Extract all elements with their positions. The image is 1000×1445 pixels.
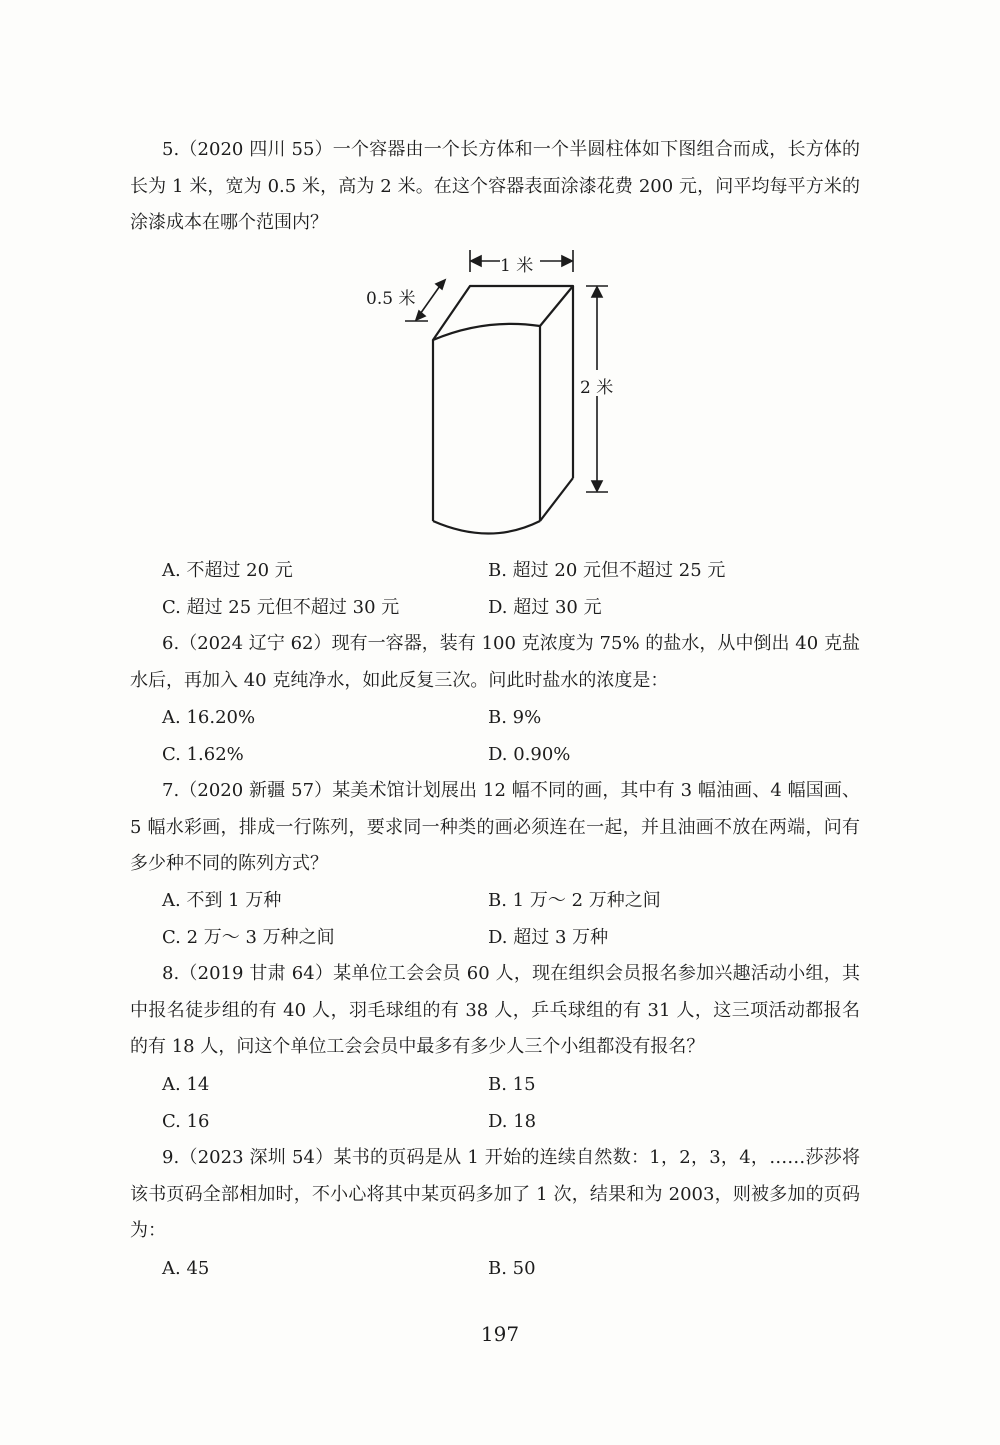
- width-arrow-top: [436, 280, 445, 289]
- question-8: [130, 956, 860, 1066]
- option-d: D. 超过 3 万种: [488, 927, 609, 948]
- option-b: B. 15: [488, 1074, 536, 1095]
- option-a: A. 16.20%: [162, 707, 256, 728]
- option-c: C. 1.62%: [162, 744, 244, 765]
- bottom-arc: [433, 521, 540, 534]
- length-arrow-right: [562, 256, 572, 266]
- height-label: 2 米: [580, 378, 614, 398]
- page-number: 197: [480, 1322, 520, 1346]
- top-face: [433, 286, 573, 340]
- width-label: 0.5 米: [366, 289, 416, 309]
- bottom-right-edge: [540, 478, 573, 521]
- option-a: A. 不到 1 万种: [162, 890, 282, 911]
- question-5-text: 5.（2020 四川 55）一个容器由一个长方体和一个半圆柱体如下图组合而成，长方体的长为 1 米，宽为 0.5 米，高为 2 米。在这个容器表面涂漆花费 200 元，问平均每平方米的涂漆成本在哪个范围内？: [130, 139, 860, 233]
- option-d: D. 0.90%: [488, 744, 571, 765]
- question-9-options: [162, 1250, 862, 1287]
- question-6: [130, 626, 860, 699]
- option-d: D. 超过 30 元: [488, 597, 602, 618]
- question-5: [130, 132, 860, 242]
- question-5-options: [162, 552, 862, 626]
- option-c: C. 2 万～ 3 万种之间: [162, 927, 335, 948]
- length-arrow-left: [471, 256, 481, 266]
- option-a: A. 45: [162, 1258, 210, 1279]
- question-9: [130, 1140, 860, 1250]
- option-a: A. 14: [162, 1074, 210, 1095]
- height-arrow-top: [592, 287, 602, 297]
- question-6-options: [162, 699, 862, 773]
- option-b: B. 超过 20 元但不超过 25 元: [488, 560, 726, 581]
- option-b: B. 1 万～ 2 万种之间: [488, 890, 661, 911]
- width-line: [418, 283, 442, 317]
- option-b: B. 50: [488, 1258, 536, 1279]
- question-7: [130, 773, 860, 883]
- length-label: 1 米: [500, 256, 534, 276]
- option-c: C. 16: [162, 1111, 210, 1132]
- height-arrow-bottom: [592, 481, 602, 491]
- option-b: B. 9%: [488, 707, 542, 728]
- question-6-text: 6.（2024 辽宁 62）现有一容器，装有 100 克浓度为 75% 的盐水，从中倒出 40 克盐水后，再加入 40 克纯净水，如此反复三次。问此时盐水的浓度是：: [130, 633, 860, 691]
- question-8-text: 8.（2019 甘肃 64）某单位工会会员 60 人，现在组织会员报名参加兴趣活动小组，其中报名徒步组的有 40 人，羽毛球组的有 38 人，乒乓球组的有 31 人，这三项活动都报名的有 18 人，问这个单位工会会员中最多有多少人三个小组都没有报名？: [130, 963, 860, 1057]
- width-arrow-bottom: [416, 311, 425, 320]
- option-c: C. 超过 25 元但不超过 30 元: [162, 597, 400, 618]
- option-d: D. 18: [488, 1111, 537, 1132]
- option-a: A. 不超过 20 元: [162, 560, 293, 581]
- question-7-text: 7.（2020 新疆 57）某美术馆计划展出 12 幅不同的画，其中有 3 幅油画、4 幅国画、5 幅水彩画，排成一行陈列，要求同一种类的画必须连在一起，并且油画不放在两端，问有多少种不同的陈列方式？: [130, 780, 860, 874]
- question-7-options: [162, 882, 862, 956]
- question-9-text: 9.（2023 深圳 54）某书的页码是从 1 开始的连续自然数：1，2，3，4，……莎莎将该书页码全部相加时，不小心将其中某页码多加了 1 次，结果和为 2003，则被多加的页码为：: [130, 1147, 861, 1241]
- container-figure: [350, 246, 640, 546]
- question-8-options: [162, 1066, 862, 1140]
